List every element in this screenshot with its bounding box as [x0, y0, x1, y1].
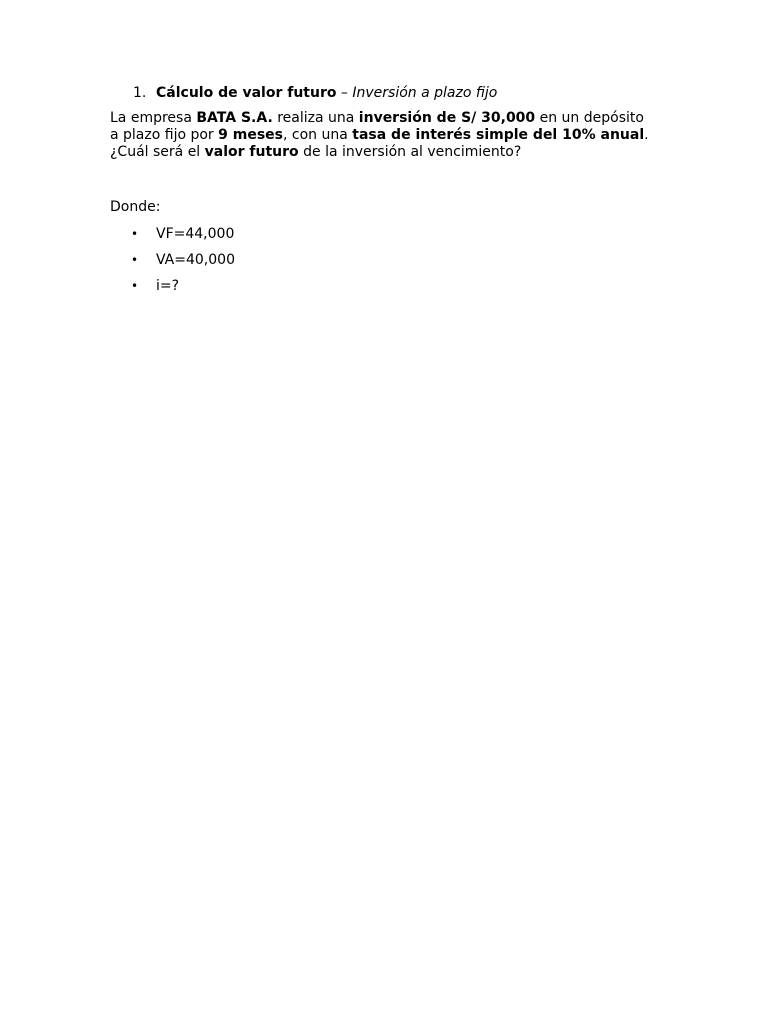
- heading-subtitle: Inversión a plazo fijo: [352, 85, 498, 101]
- text-run: en un depósito: [535, 110, 644, 126]
- bullet-icon: •: [131, 253, 139, 267]
- future-value-term: valor futuro: [204, 144, 299, 160]
- text-run: realiza una: [272, 110, 359, 126]
- bullet-icon: •: [131, 279, 139, 293]
- heading-dash: –: [336, 85, 353, 101]
- bullet-icon: •: [131, 227, 139, 241]
- text-run: , con una: [283, 127, 353, 143]
- text-run: de la inversión al vencimiento?: [298, 144, 522, 160]
- text-run: a plazo fijo por: [110, 127, 219, 143]
- investment-amount: inversión de S/ 30,000: [358, 110, 536, 126]
- list-item-text: VF=44,000: [156, 226, 235, 242]
- paragraph-line-1: [110, 110, 670, 127]
- heading-title: Cálculo de valor futuro: [156, 85, 337, 101]
- heading-number: 1.: [133, 85, 147, 101]
- text-run: La empresa: [110, 110, 197, 126]
- list-item-text: VA=40,000: [156, 252, 235, 268]
- paragraph-line-2: [110, 127, 670, 144]
- term-months: 9 meses: [218, 127, 283, 143]
- problem-paragraph: [110, 110, 670, 161]
- section-heading: [133, 84, 497, 102]
- company-name: BATA S.A.: [196, 110, 273, 126]
- paragraph-line-3: [110, 144, 670, 161]
- donde-label: Donde:: [110, 199, 161, 215]
- interest-rate: tasa de interés simple del 10% anual: [352, 127, 645, 143]
- list-item-text: i=?: [156, 278, 180, 294]
- text-run: ¿Cuál será el: [110, 144, 205, 160]
- text-run: .: [644, 127, 649, 143]
